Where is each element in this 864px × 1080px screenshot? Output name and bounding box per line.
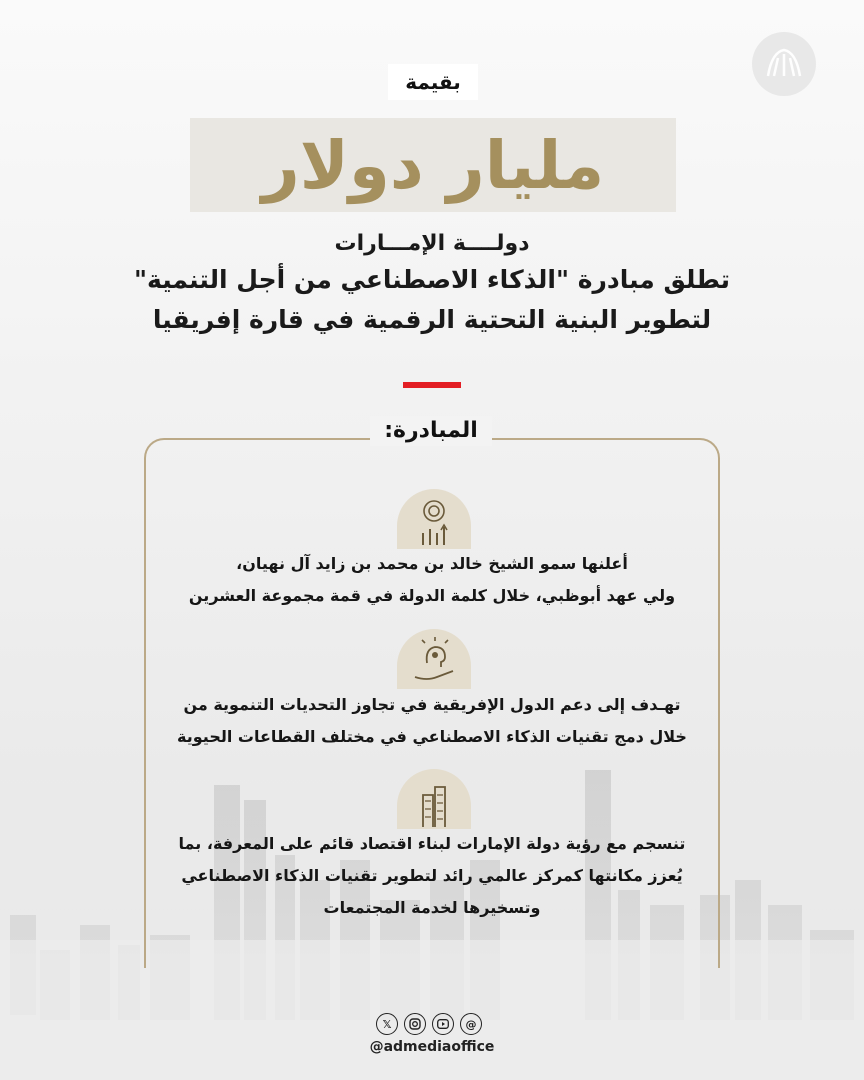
instagram-icon[interactable] (404, 1013, 426, 1035)
amount-text: مليار دولار (261, 126, 605, 204)
amount-prefix-label: بقيمة (388, 64, 478, 100)
amount-banner (190, 118, 676, 212)
initiative-item-2: تهـدف إلى دعم الدول الإفريقية في تجاوز التحديات التنموية من خلال دمج تقنيات الذكاء الاصطناعي في مختلف القطاعات الحيوية (177, 695, 687, 746)
headline-line-3: لتطوير البنية التحتية الرقمية في قارة إفريقيا (152, 305, 712, 334)
initiative-item-3: تنسجم مع رؤية دولة الإمارات لبناء اقتصاد قائم على المعرفة، بما يُعزز مكانتها كمركز عالمي رائد لتطوير تقنيات الذكاء الاصطناعي وتسخيرها لخدمة المجتمعات (178, 834, 686, 917)
government-emblem-logo (752, 32, 816, 96)
headline (100, 228, 764, 340)
youtube-icon[interactable] (432, 1013, 454, 1035)
section-title: المبادرة: (370, 416, 492, 446)
divider-accent (403, 382, 461, 388)
headline-line-1: دولــــة الإمـــارات (334, 231, 530, 256)
emblem-icon (762, 44, 806, 84)
initiative-item-1: أعلنها سمو الشيخ خالد بن محمد بن زايد آل نهيان، ولي عهد أبوظبي، خلال كلمة الدولة في قمة مجموعة العشرين (188, 554, 676, 605)
social-links (376, 1013, 482, 1035)
social-handle[interactable]: @admediaoffice (369, 1039, 495, 1055)
headline-line-2: تطلق مبادرة "الذكاء الاصطناعي من أجل التنمية" (134, 265, 730, 294)
threads-icon[interactable]: @ (460, 1013, 482, 1035)
x-icon[interactable]: 𝕏 (376, 1013, 398, 1035)
